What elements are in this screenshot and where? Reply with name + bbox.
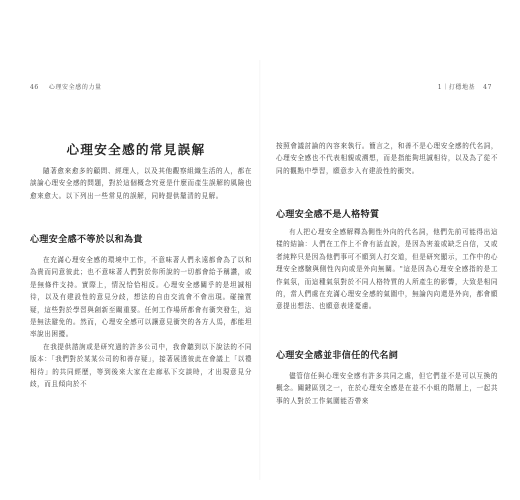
gutter-shadow (259, 60, 261, 480)
section3-body (276, 370, 498, 407)
section1-body (30, 254, 252, 390)
left-intro-block (30, 165, 252, 202)
section1-paragraph-1: 在充滿心理安全感的環境中工作，不意味著人們永遠都會為了以和為貴而同意彼此；也不意味著人們對於你所說的一切都會給予稱讚，或是無條件支持。實際上，情況恰恰相反。心理安全感關乎的是坦誠相待，以及有建設性的意見分歧，想法的自由交流會不會出現。碰撞質疑，這些對於學習與創新至關重要。任何工作場所都會有衝突發生，這是無法避免的。然而，心理安全感可以讓意見衝突的各方人馬，都能坦率說出困擾。 (30, 256, 252, 339)
chapter-title: 心理安全感的常見誤解 (66, 142, 206, 157)
section3-paragraph: 儘管信任與心理安全感有許多共同之處，但它們並不是可以互換的概念。關鍵區別之一，在於心理安全感是在並不小組的階層上，一起共事的人對於工作氣圍能否帶來 (276, 372, 498, 405)
section2-heading: 心理安全感不是人格特質 (276, 210, 380, 220)
left-page-number: 46 (30, 84, 39, 91)
section1-heading: 心理安全感不等於以和為貴 (30, 235, 143, 245)
section2-body (276, 226, 498, 313)
right-running-head (438, 82, 492, 91)
right-page (270, 0, 502, 500)
right-page-number: 47 (483, 84, 492, 91)
left-running-head (30, 82, 102, 91)
left-page (18, 0, 254, 500)
section1-block (30, 232, 252, 245)
section3-heading: 心理安全感並非信任的代名詞 (276, 351, 399, 361)
section3-block (276, 348, 498, 361)
right-top-block (276, 140, 498, 177)
section2-block (276, 207, 498, 220)
right-running-head-title: 1｜打穩地基 (437, 84, 476, 91)
section1-paragraph-2: 在我提供諮詢或是研究過的許多公司中，我會聽到以下說法的不同版本：「我們對於某某公司的和善存疑」，接著展透彼此在會議上「以禮相待」的共同經歷，等到後來大家在走廊私下交談時，才出現意見分歧，而且傾向於不 (30, 342, 252, 389)
right-top-paragraph: 按照會議討論的內容來執行。簡言之，和善不是心理安全感的代名詞，心理安全感也不代表相親或溯想，而是指能夠坦誠相待，以及為了從不同的觀點中學習，願意步入有建設性的衝突。 (276, 142, 498, 175)
section2-paragraph: 有人把心理安全感解釋為側性外向的代名詞，他們先前可能得出這樣的結論：人們在工作上不會有話直說，是因為害羞或缺乏自信，又或者純粹只是因為他們事可不願到人打交道，但是研究顯示，工作中的心理安全感驗與側性內向或是外向無關。"這是因為心理安全感指的是工作氣氛，而這種氣氛對於不同人格特質的人所產生的影響，大致是相同的，當人們處在充滿心理安全感的氣圍中，無論內向還是外向，都會願意提出想法、也願意表達憂慮。 (276, 228, 498, 311)
left-running-head-title: 心理安全感的力量 (48, 84, 102, 91)
intro-paragraph: 隨著愈來愈多的顧問、經理人，以及其他觀察組織生活的人，都在談論心理安全感的問題，對於這個概念究竟是什麼而產生誤解的風險也愈來愈大。以下列出一些常見的誤解，同時提供釐清的見解。 (30, 167, 252, 200)
